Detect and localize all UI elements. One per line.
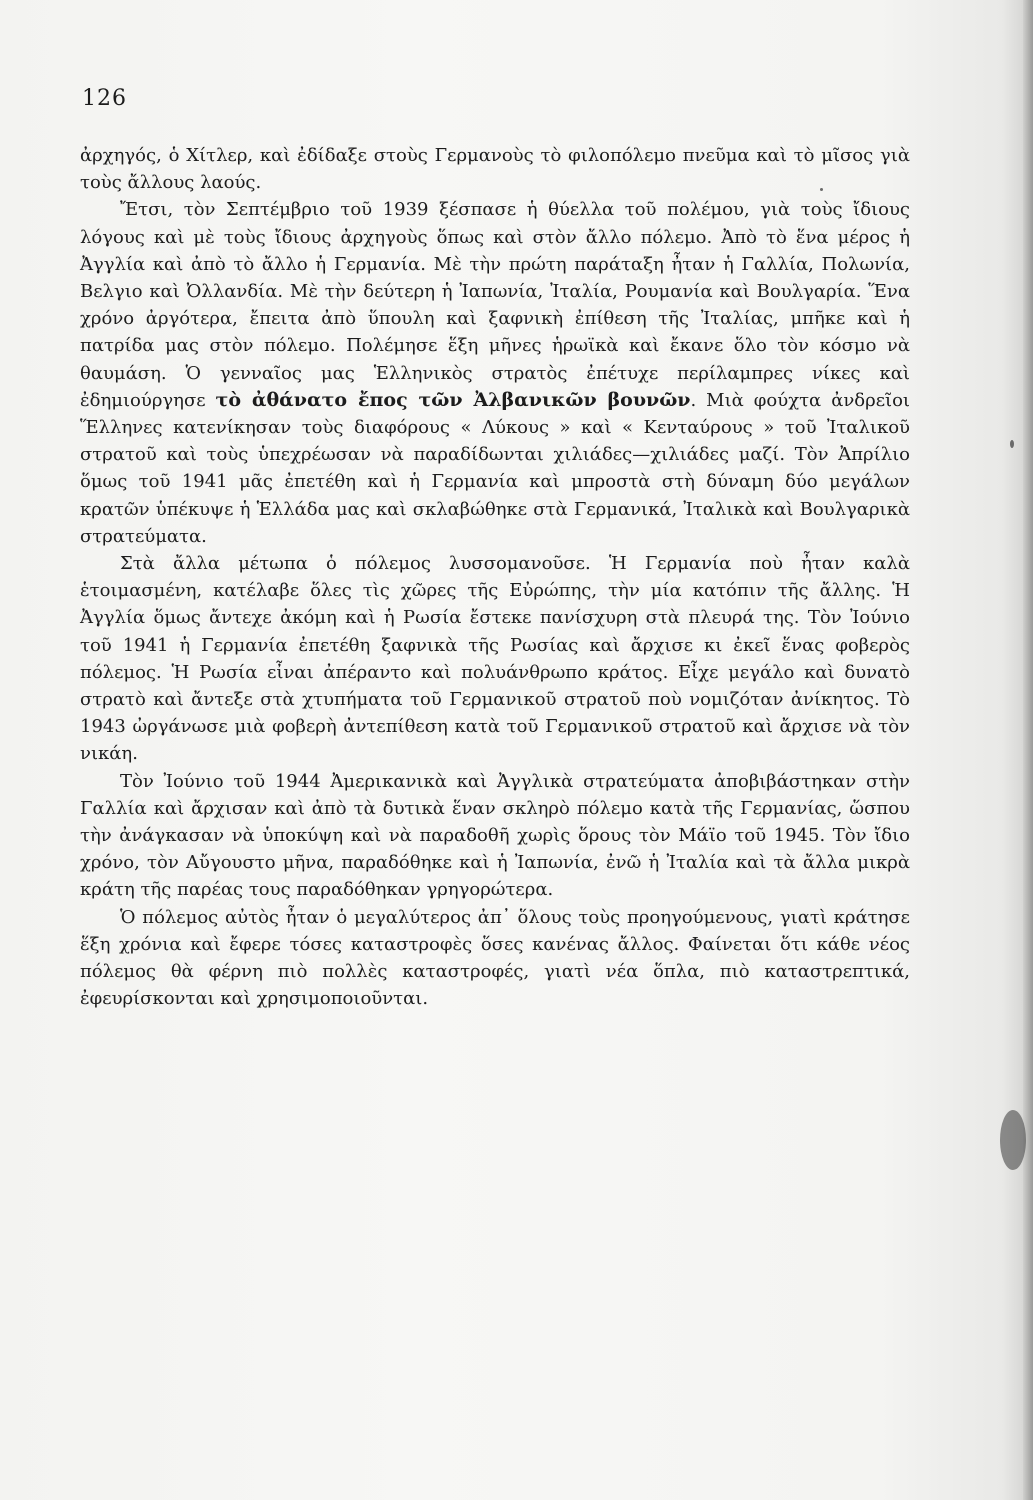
scan-speck	[820, 188, 823, 191]
paragraph-5: Ὁ πόλεμος αὐτὸς ἦταν ὁ μεγαλύτερος ἀπ᾿ ὅλους τοὺς προηγούμενους, γιατὶ κράτησε ἕξη χρόνια καὶ ἔφερε τόσες καταστροφὲς ὅσες κανένας ἄλλος. Φαίνεται ὅτι κάθε νέος πόλεμος θὰ φέρνη πιὸ πολλὲς καταστροφές, γιατὶ νέα ὅπλα, πιὸ καταστρεπτικά, ἐφευρίσκονται καὶ χρησιμοποιοῦνται.	[80, 906, 910, 1010]
scan-speck	[1010, 440, 1014, 448]
paragraph-1: ἀρχηγός, ὁ Χίτλερ, καὶ ἐδίδαξε στοὺς Γερμανοὺς τὸ φιλοπόλεμο πνεῦμα καὶ τὸ μῖσος γιὰ τοὺς ἄλλους λαούς.	[80, 145, 910, 194]
scan-speck	[1000, 1110, 1026, 1170]
body-text	[80, 142, 910, 1013]
paragraph-2	[80, 196, 910, 550]
page-edge-shadow	[1023, 0, 1033, 1500]
paragraph-2-text-before: Ἔτσι, τὸν Σεπτέμβριο τοῦ 1939 ξέσπασε ἡ θύελλα τοῦ πολέμου, γιὰ τοὺς ἴδιους λόγους καὶ μὲ τοὺς ἴδιους ἀρχηγοὺς ὅπως καὶ στὸν ἄλλο πόλεμο. Ἀπὸ τὸ ἕνα μέρος ἡ Ἀγγλία καὶ ἀπὸ τὸ ἄλλο ἡ Γερμανία. Μὲ τὴν πρώτη παράταξη ἦταν ἡ Γαλλία, Πολωνία, Βελγιο καὶ Ὀλλανδία. Μὲ τὴν δεύτερη ἡ Ἰαπωνία, Ἰταλία, Ρουμανία καὶ Βουλγαρία. Ἕνα χρόνο ἀργότερα, ἔπειτα ἀπὸ ὕπουλη καὶ ξαφνικὴ ἐπίθεση τῆς Ἰταλίας, μπῆκε καὶ ἡ πατρίδα μας στὸν πόλεμο. Πολέμησε ἕξη μῆνες ἡρωϊκὰ καὶ ἔκανε ὅλο τὸν κόσμο νὰ θαυμάση. Ὁ γενναῖος μας Ἑλληνικὸς στρατὸς ἐπέτυχε περίλαμπρες νίκες καὶ ἐδημιούργησε	[80, 199, 910, 411]
paragraph-2-text-after: . Μιὰ φούχτα ἀνδρεῖοι Ἕλληνες κατενίκησαν τοὺς διαφόρους « Λύκους » καὶ « Κενταύρους » τοῦ Ἰταλικοῦ στρατοῦ καὶ τοὺς ὑπεχρέωσαν νὰ παραδίδωνται χιλιάδες—χιλιάδες μαζί. Τὸν Ἀπρίλιο ὅμως τοῦ 1941 μᾶς ἐπετέθη καὶ ἡ Γερμανία καὶ μπροστὰ στὴ δύναμη δύο μεγάλων κρατῶν ὑπέκυψε ἡ Ἑλλάδα μας καὶ σκλαβώθηκε στὰ Γερμανικά, Ἰταλικὰ καὶ Βουλγαρικὰ στρατεύματα.	[80, 389, 910, 547]
paragraph-2-bold-phrase: τὸ ἀθάνατο ἔπος τῶν Ἀλβανικῶν βουνῶν	[215, 388, 691, 411]
paragraph-3: Στὰ ἄλλα μέτωπα ὁ πόλεμος λυσσομανοῦσε. Ἡ Γερμανία ποὺ ἦταν καλὰ ἑτοιμασμένη, κατέλαβε ὅλες τὶς χῶρες τῆς Εὐρώπης, τὴν μία κατόπιν τῆς ἄλλης. Ἡ Ἀγγλία ὅμως ἄντεχε ἀκόμη καὶ ἡ Ρωσία ἔστεκε πανίσχυρη στὰ πλευρά της. Τὸν Ἰούνιο τοῦ 1941 ἡ Γερμανία ἐπετέθη ξαφνικὰ τῆς Ρωσίας καὶ ἄρχισε κι ἐκεῖ ἕνας φοβερὸς πόλεμος. Ἡ Ρωσία εἶναι ἀπέραντο καὶ πολυάνθρωπο κράτος. Εἶχε μεγάλο καὶ δυνατὸ στρατὸ καὶ ἄντεξε στὰ χτυπήματα τοῦ Γερμανικοῦ στρατοῦ ποὺ νομιζόταν ἀνίκητος. Τὸ 1943 ὠργάνωσε μιὰ φοβερὴ ἀντεπίθεση κατὰ τοῦ Γερμανικοῦ στρατοῦ καὶ ἄρχισε νὰ τὸν νικάη.	[80, 553, 910, 765]
page-number: 126	[82, 86, 127, 111]
paragraph-4: Τὸν Ἰούνιο τοῦ 1944 Ἀμερικανικὰ καὶ Ἀγγλικὰ στρατεύματα ἀποβιβάστηκαν στὴν Γαλλία καὶ ἄρχισαν καὶ ἀπὸ τὰ δυτικὰ ἕναν σκληρὸ πόλεμο κατὰ τῆς Γερμανίας, ὥσπου τὴν ἀνάγκασαν νὰ ὑποκύψη καὶ νὰ παραδοθῆ χωρὶς ὅρους τὸν Μάϊο τοῦ 1945. Τὸν ἴδιο χρόνο, τὸν Αὔγουστο μῆνα, παραδόθηκε καὶ ἡ Ἰαπωνία, ἐνῶ ἡ Ἰταλία καὶ τὰ ἄλλα μικρὰ κράτη τῆς παρέας τους παραδόθηκαν γρηγορώτερα.	[80, 770, 910, 901]
